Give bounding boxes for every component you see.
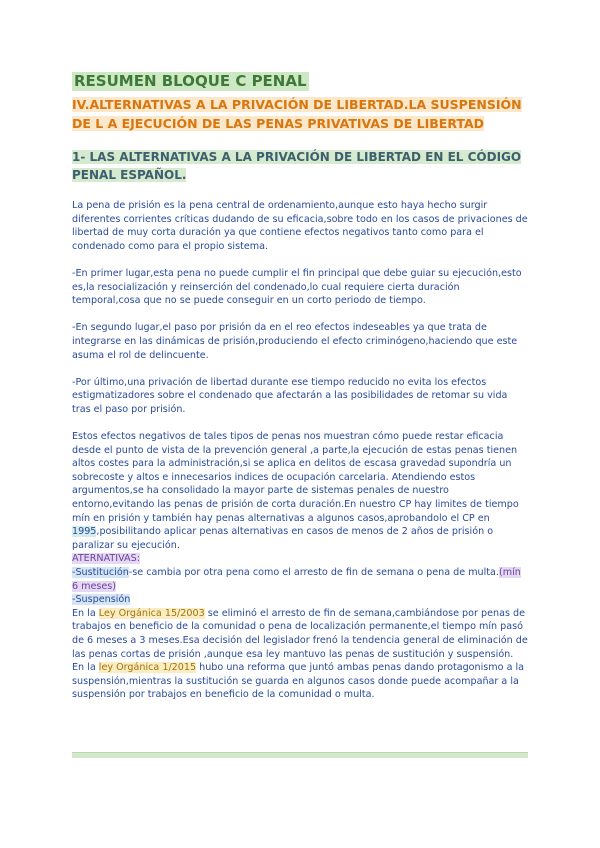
effects-text-after: ,posibilitando aplicar penas alternativas en casos de menos de 2 años de prisión o paralizar su ejecución.	[72, 526, 494, 551]
section-heading-text: 1- LAS ALTERNATIVAS A LA PRIVACIÓN DE LIBERTAD EN EL CÓDIGO PENAL ESPAÑOL.	[72, 150, 522, 182]
alternatives-label: ATERNATIVAS:	[72, 553, 140, 565]
paragraph-last: -Por último,una privación de libertad durante ese tiempo reducido no evita los efectos estigmatizadores sobre el condenado que afectarán a las posibilidades de retomar su vida tras el paso por prisión.	[72, 376, 508, 415]
effects-year: 1995	[72, 526, 97, 538]
law-2003-paragraph	[72, 607, 528, 661]
sustitucion-line	[72, 566, 528, 593]
paragraph-effects	[72, 430, 528, 552]
law2-name: ley Orgánica 1/2015	[98, 662, 197, 674]
alternatives-label-line	[72, 552, 528, 566]
section-heading	[72, 148, 532, 184]
law-2015-paragraph	[72, 661, 528, 702]
law2-prefix: En la	[72, 662, 99, 674]
sustitucion-text: -se cambia por otra pena como el arresto de fin de semana o pena de multa.	[128, 567, 499, 579]
law1-name: Ley Orgánica 15/2003	[98, 607, 205, 619]
document-title: RESUMEN BLOQUE C PENAL	[74, 72, 307, 90]
suspension-term: -Suspensión	[72, 594, 131, 606]
bottom-divider	[72, 752, 528, 758]
chapter-subtitle	[72, 95, 532, 133]
suspension-line	[72, 593, 528, 607]
law1-prefix: En la	[72, 607, 99, 619]
effects-text-before: Estos efectos negativos de tales tipos de penas nos muestran cómo puede restar eficacia desde el punto de vista de la prevención general ,a parte,la ejecución de estas penas tienen altos costes para la administración,si se aplica en delitos de escasa gravedad supondría un sobrecoste y altos e innecesarios indices de ocupación carcelaria. Atendiendo estos argumentos,se ha consolidado la mayor parte de sistemas penales de nuestro entorno,evitando las penas de prisión de corta duración.En nuestro CP hay limites de tiempo mín en prisión y también hay penas alternativas a algunos casos,aprobandolo el CP en	[72, 431, 519, 524]
sustitucion-term: -Sustitución	[72, 567, 129, 579]
paragraph-second: -En segundo lugar,el paso por prisión da en el reo efectos indeseables ya que trata de integrarse en las dinámicas de prisión,produciendo el efecto criminógeno,haciendo que este asuma el rol de delincuente.	[72, 322, 518, 361]
document-body	[72, 199, 528, 702]
chapter-subtitle-text: IV.ALTERNATIVAS A LA PRIVACIÓN DE LIBERTAD.LA SUSPENSIÓN DE L A EJECUCIÓN DE LAS PENAS PRIVATIVAS DE LIBERTAD	[72, 97, 522, 131]
paragraph-first: -En primer lugar,esta pena no puede cumplir el fin principal que debe guiar su ejecución,esto es,la resocialización y reinserción del condenado,lo cual requiere cierta duración temporal,cosa que no se puede conseguir en un corto periodo de tiempo.	[72, 267, 522, 307]
law2-text: hubo una reforma que juntó ambas penas dando protagonismo a la suspensión,mientras la sustitución se guarda en algunos casos donde puede acompañar a la suspensión por trabajos en beneficio de la comunidad o multa.	[72, 662, 525, 701]
paragraph-intro: La pena de prisión es la pena central de ordenamiento,aunque esto haya hecho surgir diferentes corrientes críticas dudando de su eficacia,sobre todo en los casos de privaciones de libertad de muy corta duración ya que contiene efectos negativos tanto como para el condenado como para el propio sistema.	[72, 200, 528, 252]
law1-text: se eliminó el arresto de fin de semana,cambiándose por penas de trabajos en beneficio de la comunidad o pena de localización permanente,el tiempo mín pasó de 6 meses a 3 meses.Esa decisión del legislador frenó la tendencia general de eliminación de las penas cortas de prisión ,aunque esa ley mantuvo las penas de sustitución y suspensión.	[72, 607, 528, 660]
sustitucion-note: (mín 6 meses)	[72, 567, 521, 592]
